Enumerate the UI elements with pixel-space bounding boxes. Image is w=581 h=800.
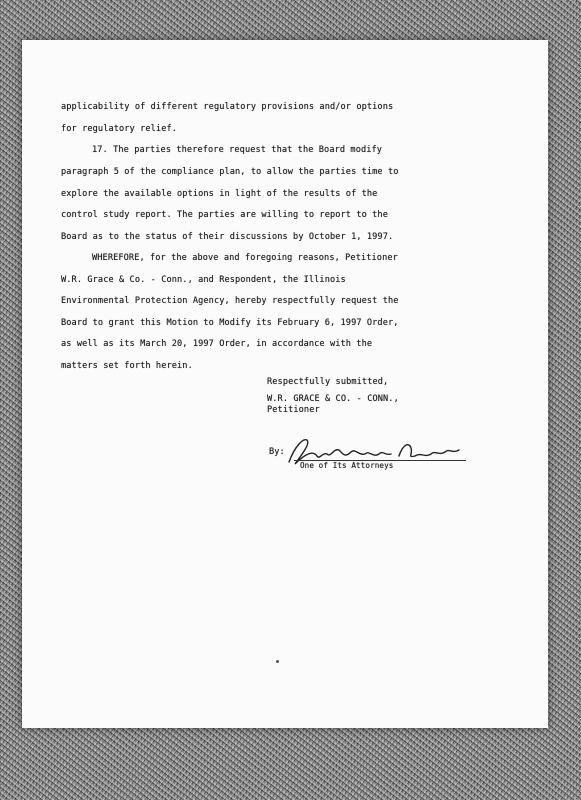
party-name: W.R. GRACE & CO. - CONN., <box>267 394 399 404</box>
body-line-1: applicability of different regulatory provisions and/or options <box>61 102 394 112</box>
body-line-7: Board as to the status of their discussions by October 1, 1997. <box>61 232 394 242</box>
body-line-5: explore the available options in light of the results of the <box>61 189 378 199</box>
body-line-3: 17. The parties therefore request that the Board modify <box>92 145 383 155</box>
body-line-12: as well as its March 20, 1997 Order, in accordance with the <box>61 339 373 349</box>
respectfully-submitted: Respectfully submitted, <box>267 377 389 387</box>
body-line-13: matters set forth herein. <box>61 361 193 371</box>
document-page <box>22 40 548 728</box>
body-line-8: WHEREFORE, for the above and foregoing reasons, Petitioner <box>92 253 398 263</box>
body-line-4: paragraph 5 of the compliance plan, to allow the parties time to <box>61 167 399 177</box>
body-line-10: Environmental Protection Agency, hereby respectfully request the <box>61 296 399 306</box>
by-label: By: <box>269 447 285 457</box>
scan-speck <box>276 660 279 663</box>
signature-caption: One of Its Attorneys <box>300 461 394 470</box>
body-line-6: control study report. The parties are willing to report to the <box>61 210 388 220</box>
body-line-9: W.R. Grace & Co. - Conn., and Respondent, the Illinois <box>61 275 346 285</box>
body-line-2: for regulatory relief. <box>61 124 178 134</box>
body-line-11: Board to grant this Motion to Modify its February 6, 1997 Order, <box>61 318 399 328</box>
party-role: Petitioner <box>267 405 320 415</box>
